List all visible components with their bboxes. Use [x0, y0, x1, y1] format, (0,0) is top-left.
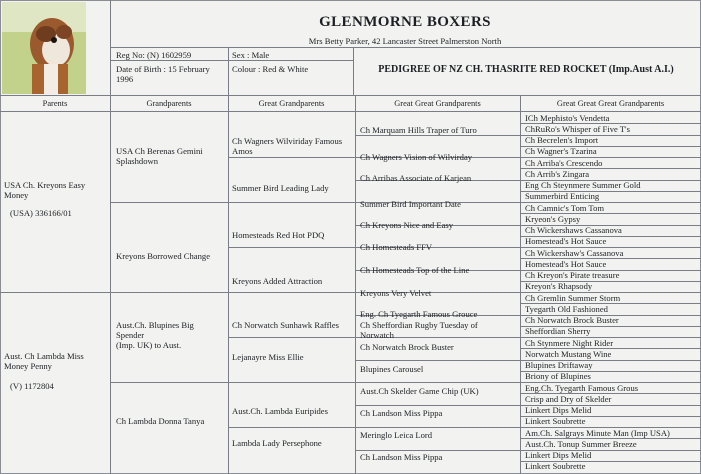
info-row-divider [110, 60, 353, 61]
owner-address: Mrs Betty Parker, 42 Lancaster Street Palmerston North [308, 36, 502, 46]
dob-line2: 1996 [116, 74, 134, 84]
grandparent-3-line2: Spender [116, 330, 145, 340]
col-great-grandparents: Great Grandparents [258, 99, 325, 108]
ggg-grandparent-24: Briony of Blupines [525, 371, 591, 382]
gg-grandparent-2: Ch Wagners Vision of Wilvirday [360, 152, 473, 162]
ggg-grandparent-6: Ch Arrib's Zingara [525, 168, 590, 179]
grandparent-2-line1: Kreyons Borrowed Change [116, 251, 211, 261]
gg-grandparent-7: Ch Homesteads Top of the Line [360, 265, 470, 275]
ggg-grandparent-15: Ch Kreyon's Pirate treasure [525, 270, 620, 280]
gg-grandparent-5: Ch Kreyons Nice and Easy [360, 220, 454, 230]
gg-grandparent-6: Ch Homesteads FFV [360, 242, 433, 252]
great-grandparent-6-line1: Lejanayre Miss Ellie [232, 352, 304, 362]
grandparent-3-line3: (Imp. UK) to Aust. [116, 340, 182, 350]
great-grandparent-2-line1: Summer Bird Leading Lady [232, 183, 329, 193]
grandparent-1-line1: USA Ch Berenas Gemini [116, 146, 203, 156]
great-grandparent-5-line1: Ch Norwatch Sunhawk Raffles [232, 320, 340, 330]
great-grandparent-8-line1: Lambda Lady Persephone [232, 438, 322, 448]
ggg-grandparent-14: Homestead's Hot Sauce [525, 258, 607, 269]
gg-grandparent-1: Ch Marquam Hills Traper of Turo [360, 125, 477, 135]
ggg-grandparent-9: Ch Camnic's Tom Tom [525, 202, 605, 213]
vline-2 [228, 95, 229, 474]
ggg-grandparent-25: Eng.Ch. Tyegarth Famous Grous [525, 382, 639, 393]
ggg-grandparent-16: Kreyon's Rhapsody [525, 281, 593, 292]
gg-grandparent-4: Summer Bird Important Date [360, 199, 461, 209]
great-grandparent-1-line1: Ch Wagners Wilviriday Famous [232, 136, 343, 146]
kennel-name: GLENMORNE BOXERS [319, 14, 491, 30]
ggg-grandparent-19: Ch Norwatch Brock Buster [525, 315, 619, 325]
ggg-grandparent-23: Blupines Driftaway [525, 360, 593, 370]
gg-grandparent-10-line1: Ch Sheffordian Rugby Tuesday of [360, 320, 478, 330]
ggg-row-line [228, 247, 701, 248]
dob-line1: Date of Birth : 15 February [116, 64, 210, 74]
header-divider [110, 47, 701, 48]
great-grandparent-7-line1: Aust.Ch. Lambda Euripides [232, 406, 328, 416]
ggg-grandparent-26: Crisp and Dry of Skelder [525, 393, 612, 404]
great-grandparent-1-line2: Amos [232, 146, 253, 156]
col-parents: Parents [42, 99, 68, 108]
ggg-grandparent-28: Linkert Soubrette [525, 416, 586, 427]
ggg-grandparent-17: Ch Gremlin Summer Storm [525, 292, 621, 303]
ggg-grandparent-29: Am.Ch. Salgrays Minute Man (Imp USA) [525, 427, 670, 438]
table-top [0, 95, 701, 96]
parent-sire-line2: Money [4, 190, 29, 200]
gg-grandparent-3: Ch Arribas Associate of Karjean [360, 173, 472, 183]
pedigree-title: PEDIGREE OF NZ CH. THASRITE RED ROCKET (Imp.Aust A.I.) [378, 64, 674, 75]
col-ggg-grandparents: Great Great Great Grandparents [556, 99, 665, 108]
ggg-grandparent-10: Kryeon's Gypsy [525, 213, 581, 224]
col-grandparents: Grandparents [146, 99, 192, 108]
ggg-grandparent-21: Ch Stynmere Night Rider [525, 337, 614, 348]
ggg-grandparent-1: ICh Mephisto's Vendetta [525, 112, 610, 123]
ggg-grandparent-8: Summerbird Enticing [525, 191, 600, 202]
ggg-grandparent-7: Eng Ch Steynmere Summer Gold [525, 180, 641, 190]
gg-grandparent-8: Kreyons Very Velvet [360, 288, 432, 298]
ggg-grandparent-12: Homestead's Hot Sauce [525, 236, 607, 247]
sex: Sex : Male [232, 50, 270, 60]
col-gg-grandparents: Great Great Grandparents [394, 99, 481, 108]
gg-grandparent-9: Eng. Ch Tyegarth Famous Grouce [360, 309, 478, 319]
gg-grandparent-13: Aust.Ch Skelder Game Chip (UK) [360, 386, 479, 396]
ggg-grandparent-4: Ch Wagner's Tzarina [525, 146, 597, 157]
grandparent-1-line2: Splashdown [116, 156, 159, 166]
ggg-grandparent-13: Ch Wickershaw's Cassanova [525, 247, 624, 258]
ggg-grandparent-27: Linkert Dips Melid [525, 405, 592, 415]
gg-grandparent-12: Blupines Carousel [360, 364, 424, 374]
parent-dam-line2: Money Penny [4, 361, 52, 371]
ggg-grandparent-3: Ch Becrelen's Import [525, 135, 599, 145]
ggg-grandparent-32: Linkert Soubrette [525, 461, 586, 472]
gg-grandparent-16: Ch Landson Miss Pippa [360, 452, 443, 462]
grandparent-4-line1: Ch Lambda Donna Tanya [116, 416, 205, 426]
ggg-grandparent-11: Ch Wickershaws Cassanova [525, 225, 622, 235]
parent-dam-line3: (V) 1172804 [10, 381, 54, 391]
parent-sire-line3: (USA) 336166/01 [10, 208, 72, 218]
colour: Colour : Red & White [232, 64, 309, 74]
vline-1 [110, 95, 111, 474]
ggg-grandparent-22: Norwatch Mustang Wine [525, 348, 612, 359]
info-divider-2 [353, 47, 354, 95]
ggg-grandparent-18: Tyegarth Old Fashioned [525, 303, 608, 314]
gg-grandparent-10-line2: Norwatch [360, 330, 394, 340]
ggg-grandparent-2: ChRuRo's Whisper of Five T's [525, 123, 630, 134]
vline-3 [355, 95, 356, 474]
ggg-grandparent-30: Aust.Ch. Tonup Summer Breeze [525, 438, 637, 449]
parent-sire-line1: USA Ch. Kreyons Easy [4, 180, 86, 190]
ggg-grandparent-5: Ch Arriba's Crescendo [525, 157, 603, 168]
gg-grandparent-14: Ch Landson Miss Pippa [360, 408, 443, 418]
ggg-row-line [228, 337, 701, 338]
great-grandparent-4-line1: Kreyons Added Attraction [232, 276, 323, 286]
parent-dam-line1: Aust. Ch Lambda Miss [4, 351, 84, 361]
gg-grandparent-11: Ch Norwatch Brock Buster [360, 342, 454, 352]
info-divider-1 [228, 47, 229, 95]
great-grandparent-3-line1: Homesteads Red Hot PDQ [232, 230, 325, 240]
grandparent-3-line1: Aust.Ch. Blupines Big [116, 320, 194, 330]
reg-no: Reg No: (N) 1602959 [116, 50, 192, 60]
ggg-grandparent-20: Sheffordian Sherry [525, 326, 591, 337]
gg-grandparent-15: Meringlo Leica Lord [360, 430, 433, 440]
vline-4 [520, 95, 521, 474]
ggg-grandparent-31: Linkert Dips Melid [525, 450, 592, 460]
